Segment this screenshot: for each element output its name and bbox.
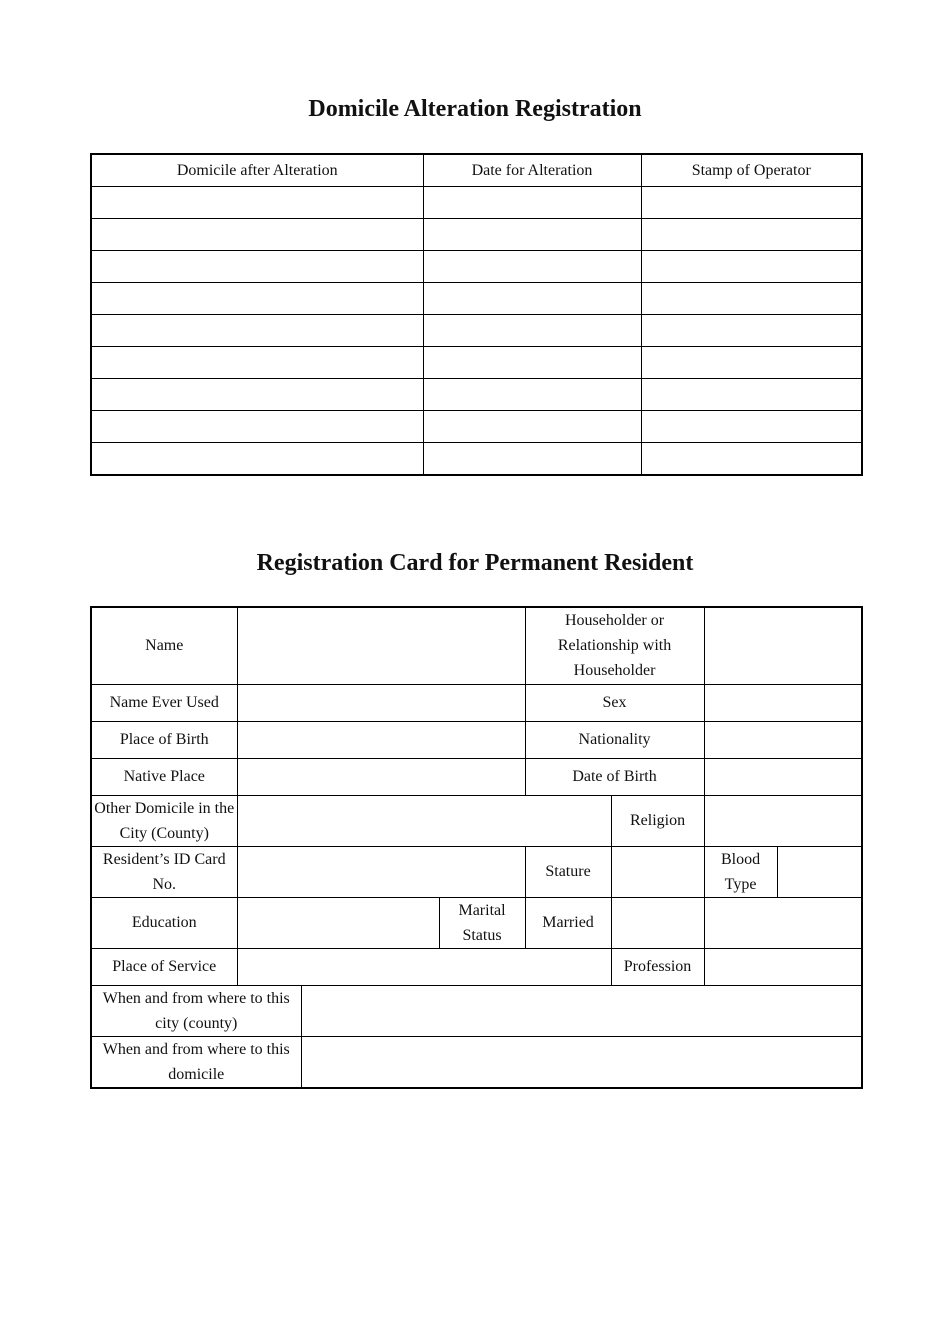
- field-date-of-birth[interactable]: [704, 758, 862, 795]
- row-native-place: [91, 758, 862, 795]
- label-education: Education: [91, 897, 237, 948]
- row-when-domicile: [91, 1036, 862, 1088]
- row-other-domicile: [91, 795, 862, 846]
- label-stature: Stature: [525, 846, 611, 897]
- cell-date[interactable]: [423, 379, 641, 411]
- domicile-alteration-table: [90, 153, 863, 476]
- row-place-of-service: [91, 948, 862, 985]
- alteration-row: [91, 219, 862, 251]
- row-name-ever-used: [91, 684, 862, 721]
- field-name-ever-used[interactable]: [237, 684, 525, 721]
- cell-date[interactable]: [423, 315, 641, 347]
- label-when-city: When and from where to this city (county): [91, 985, 301, 1036]
- alteration-header-row: [91, 154, 862, 187]
- alteration-row: [91, 347, 862, 379]
- alteration-row: [91, 443, 862, 476]
- label-when-domicile: When and from where to this domicile: [91, 1036, 301, 1088]
- row-when-city: [91, 985, 862, 1036]
- alteration-row: [91, 315, 862, 347]
- label-profession: Profession: [611, 948, 704, 985]
- alteration-row: [91, 187, 862, 219]
- field-when-city[interactable]: [301, 985, 862, 1036]
- cell-domicile[interactable]: [91, 219, 423, 251]
- cell-domicile[interactable]: [91, 315, 423, 347]
- cell-date[interactable]: [423, 443, 641, 476]
- cell-date[interactable]: [423, 187, 641, 219]
- cell-domicile[interactable]: [91, 379, 423, 411]
- label-married: Married: [525, 897, 611, 948]
- header-date-for-alteration: Date for Alteration: [423, 154, 641, 187]
- label-blood-type: Blood Type: [704, 846, 777, 897]
- label-religion: Religion: [611, 795, 704, 846]
- label-marital-status: Marital Status: [439, 897, 525, 948]
- field-education[interactable]: [237, 897, 439, 948]
- cell-domicile[interactable]: [91, 251, 423, 283]
- cell-domicile[interactable]: [91, 283, 423, 315]
- label-name-ever-used: Name Ever Used: [91, 684, 237, 721]
- field-nationality[interactable]: [704, 721, 862, 758]
- row-education: [91, 897, 862, 948]
- label-householder: Householder or Relationship with Householder: [525, 607, 704, 684]
- registration-title: Registration Card for Permanent Resident: [256, 550, 694, 576]
- field-sex[interactable]: [704, 684, 862, 721]
- cell-domicile[interactable]: [91, 347, 423, 379]
- field-profession[interactable]: [704, 948, 862, 985]
- cell-date[interactable]: [423, 251, 641, 283]
- field-when-domicile[interactable]: [301, 1036, 862, 1088]
- cell-stamp[interactable]: [641, 187, 862, 219]
- field-other-domicile[interactable]: [237, 795, 611, 846]
- alteration-body: [91, 187, 862, 476]
- alteration-row: [91, 379, 862, 411]
- label-date-of-birth: Date of Birth: [525, 758, 704, 795]
- cell-date[interactable]: [423, 283, 641, 315]
- field-stature[interactable]: [611, 846, 704, 897]
- cell-stamp[interactable]: [641, 347, 862, 379]
- cell-domicile[interactable]: [91, 443, 423, 476]
- label-native-place: Native Place: [91, 758, 237, 795]
- cell-date[interactable]: [423, 219, 641, 251]
- cell-stamp[interactable]: [641, 411, 862, 443]
- cell-date[interactable]: [423, 347, 641, 379]
- header-domicile-after-alteration: Domicile after Alteration: [91, 154, 423, 187]
- cell-stamp[interactable]: [641, 443, 862, 476]
- alteration-row: [91, 283, 862, 315]
- label-nationality: Nationality: [525, 721, 704, 758]
- cell-stamp[interactable]: [641, 379, 862, 411]
- field-place-of-birth[interactable]: [237, 721, 525, 758]
- label-sex: Sex: [525, 684, 704, 721]
- alteration-title: Domicile Alteration Registration: [308, 96, 642, 122]
- field-native-place[interactable]: [237, 758, 525, 795]
- label-place-of-service: Place of Service: [91, 948, 237, 985]
- field-householder[interactable]: [704, 607, 862, 684]
- field-married[interactable]: [611, 897, 704, 948]
- cell-domicile[interactable]: [91, 411, 423, 443]
- cell-stamp[interactable]: [641, 219, 862, 251]
- header-stamp-of-operator: Stamp of Operator: [641, 154, 862, 187]
- row-name: [91, 607, 862, 684]
- field-id-card[interactable]: [237, 846, 525, 897]
- cell-stamp[interactable]: [641, 315, 862, 347]
- field-name[interactable]: [237, 607, 525, 684]
- cell-stamp[interactable]: [641, 283, 862, 315]
- label-other-domicile: Other Domicile in the City (County): [91, 795, 237, 846]
- field-religion[interactable]: [704, 795, 862, 846]
- row-id-card: [91, 846, 862, 897]
- label-place-of-birth: Place of Birth: [91, 721, 237, 758]
- field-education-extra[interactable]: [704, 897, 862, 948]
- registration-card-table: [90, 606, 863, 1089]
- cell-domicile[interactable]: [91, 187, 423, 219]
- field-blood-type[interactable]: [777, 846, 862, 897]
- label-name: Name: [91, 607, 237, 684]
- row-place-of-birth: [91, 721, 862, 758]
- alteration-row: [91, 411, 862, 443]
- label-id-card: Resident’s ID Card No.: [91, 846, 237, 897]
- alteration-row: [91, 251, 862, 283]
- field-place-of-service[interactable]: [237, 948, 611, 985]
- cell-stamp[interactable]: [641, 251, 862, 283]
- cell-date[interactable]: [423, 411, 641, 443]
